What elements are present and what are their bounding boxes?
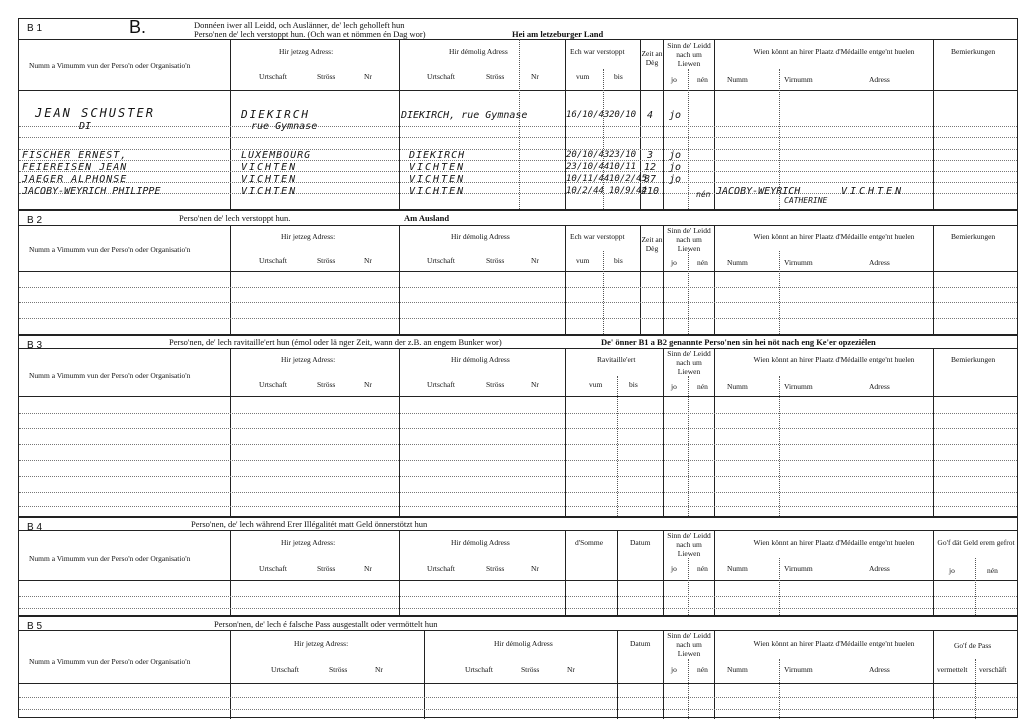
entry-to: 10/2/45 <box>609 174 647 184</box>
entry-medal-address: VICHTEN <box>841 186 905 197</box>
header-from: vum <box>576 72 590 81</box>
header-sum: d'Somme <box>575 538 604 547</box>
header-to: bis <box>629 380 638 389</box>
entry-medal-name: JACOBY-WEYRICH <box>716 186 801 197</box>
header-nr: Nr <box>364 72 372 81</box>
header-stross: Ströss <box>521 665 540 674</box>
section-title: Donnéen iwer all Leidd, och Auslänner, de' lech geholleft hun <box>194 20 405 30</box>
header-virnumm: Virnumm <box>784 75 813 84</box>
header-virnumm: Virnumm <box>784 665 813 674</box>
entry-name: JEAN SCHUSTER <box>35 106 155 120</box>
entry-current-place: VICHTEN <box>241 162 298 173</box>
entry-name: FEIEREISEN JEAN <box>22 162 128 173</box>
header-adress: Adress <box>869 665 890 674</box>
header-medal: Wien könnt an hirer Plaatz d'Médaille entge'nt huelen <box>753 47 915 56</box>
header-from: vum <box>589 380 603 389</box>
header-ortschaft: Urtschaft <box>427 380 455 389</box>
section-title-place: Hei am letzeburger Land <box>512 29 604 39</box>
header-former-address: Hir démolig Adress <box>451 232 510 241</box>
entry-name-extra: DI <box>79 121 92 132</box>
section-code: B 1 <box>27 23 43 34</box>
header-suffered: Sinn de' Leidd nach um Liewen <box>667 41 711 68</box>
section-b3 <box>18 335 1018 517</box>
header-date: Datum <box>630 639 651 648</box>
header-ortschaft: Urtschaft <box>427 72 455 81</box>
entry-former-address: DIEKIRCH <box>409 150 466 161</box>
header-name: Numm a Vimumm vun der Perso'n oder Organisatio'n <box>29 61 191 70</box>
header-ortschaft: Urtschaft <box>427 564 455 573</box>
entry-alive: jo <box>669 150 682 161</box>
header-to: bis <box>614 256 623 265</box>
entry-to: 23/10 <box>609 150 637 160</box>
header-date: Datum <box>630 538 651 547</box>
entry-no-mark: nén <box>696 190 711 199</box>
header-stross: Ströss <box>486 72 505 81</box>
entry-medal-first: CATHERINE <box>784 196 828 205</box>
header-pass: Go'f de Pass <box>954 641 992 650</box>
header-yes: jo <box>671 258 677 267</box>
section-title: Person'nen, de' lech é falsche Pass ausgestallt oder vermöttelt hun <box>214 619 438 629</box>
header-nr: Nr <box>375 665 383 674</box>
section-code: B 3 <box>27 340 43 351</box>
entry-name: FISCHER ERNEST, <box>22 150 128 161</box>
header-gift: Go'f dät Geld erem gefrot <box>937 538 1015 547</box>
header-ortschaft: Urtschaft <box>427 256 455 265</box>
header-name: Numm a Vimumm vun der Perso'n oder Organisatio'n <box>29 657 191 666</box>
header-suffered: Sinn de' Leidd nach um Liewen <box>667 226 711 253</box>
entry-days: 4 <box>647 110 654 121</box>
section-title: Perso'nen, de' lech während Erer Illégalitét matt Geld önnerstötzt hun <box>191 519 428 529</box>
header-medal: Wien könnt an hirer Plaatz d'Médaille entge'nt huelen <box>753 355 915 364</box>
header-no: nén <box>697 75 708 84</box>
header-stross: Ströss <box>317 72 336 81</box>
entry-current-place: VICHTEN <box>241 174 298 185</box>
header-time: Zeit an Dèg <box>641 49 663 67</box>
header-suffered: Sinn de' Leidd nach um Liewen <box>667 631 711 658</box>
header-name: Numm a Vimumm vun der Perso'n oder Organisatio'n <box>29 554 191 563</box>
header-no: nén <box>697 665 708 674</box>
header-no: nén <box>697 382 708 391</box>
header-former-address: Hir démolig Adress <box>451 538 510 547</box>
header-suffered: Sinn de' Leidd nach um Liewen <box>667 531 711 558</box>
header-numm: Numm <box>727 665 748 674</box>
entry-days: 12 <box>644 162 657 173</box>
section-title: Perso'nen, de' lech ravitaille'ert hun (émol oder lä nger Zeit, wann der z.B. an engem Bunker wor) <box>169 337 502 347</box>
header-nr: Nr <box>531 256 539 265</box>
header-remarks: Bemierkungen <box>951 232 996 241</box>
entry-former-address: DIEKIRCH, rue Gymnase <box>401 110 528 121</box>
header-stross: Ströss <box>486 256 505 265</box>
header-current-address: Hir jetzeg Adress: <box>294 639 349 648</box>
header-stross: Ströss <box>317 256 336 265</box>
header-numm: Numm <box>727 75 748 84</box>
header-former-address: Hir démolig Adress <box>449 47 508 56</box>
header-remarks: Bemierkungen <box>951 47 996 56</box>
entry-name: JAEGER ALPHONSE <box>22 174 128 185</box>
entry-from: 10/11/44 <box>566 174 610 184</box>
header-issued: vermettelt <box>937 665 968 674</box>
header-to: bis <box>614 72 623 81</box>
entry-to: 20/10 <box>609 110 637 120</box>
header-virnumm: Virnumm <box>784 382 813 391</box>
entry-alive: jo <box>669 174 682 185</box>
header-name: Numm a Vimumm vun der Perso'n oder Organisatio'n <box>29 245 191 254</box>
section-code: B 5 <box>27 621 43 632</box>
section-title: Perso'nen de' lech verstoppt hun. <box>179 213 291 223</box>
entry-name: JACOBY-WEYRICH PHILIPPE <box>22 186 161 197</box>
header-remarks: Bemierkungen <box>951 355 996 364</box>
entry-former-address: VICHTEN <box>409 162 466 173</box>
header-nr: Nr <box>531 72 539 81</box>
header-ortschaft: Urtschaft <box>271 665 299 674</box>
entry-alive: jo <box>669 110 682 121</box>
header-adress: Adress <box>869 75 890 84</box>
header-current-address: Hir jetzeg Adress: <box>281 232 336 241</box>
header-adress: Adress <box>869 382 890 391</box>
form-letter: B. <box>129 17 147 37</box>
entry-days: 87 <box>644 174 657 185</box>
header-medal: Wien könnt an hirer Plaatz d'Médaille entge'nt huelen <box>753 538 915 547</box>
entry-days: 210 <box>641 186 660 197</box>
header-virnumm: Virnumm <box>784 258 813 267</box>
entry-former-address: VICHTEN <box>409 186 466 197</box>
header-stross: Ströss <box>486 564 505 573</box>
header-hidden: Ech war verstoppt <box>570 47 625 56</box>
header-current-address: Hir jetzeg Adress: <box>281 355 336 364</box>
section-title: Perso'nen de' lech verstoppt hun. (Och wan et nömmen én Dag wor) <box>194 29 426 39</box>
entry-to: 10/9/44 <box>609 186 647 196</box>
header-from: vum <box>576 256 590 265</box>
header-yes: jo <box>671 665 677 674</box>
entry-current-place: DIEKIRCH <box>241 108 310 121</box>
entry-current-place: VICHTEN <box>241 186 298 197</box>
section-code: B 2 <box>27 215 43 226</box>
entry-from: 16/10/43 <box>566 110 610 120</box>
header-suffered: Sinn de' Leidd nach um Liewen <box>667 349 711 376</box>
header-stross: Ströss <box>329 665 348 674</box>
header-ravitailleert: Ravitaille'ert <box>597 355 636 364</box>
section-b1 <box>18 18 1018 210</box>
header-numm: Numm <box>727 382 748 391</box>
header-no: nén <box>697 564 708 573</box>
header-current-address: Hir jetzeg Adress: <box>279 47 334 56</box>
entry-from: 10/2/44 <box>566 186 604 196</box>
section-b5 <box>18 616 1018 718</box>
header-ortschaft: Urtschaft <box>259 564 287 573</box>
header-former-address: Hir démolig Adress <box>451 355 510 364</box>
header-current-address: Hir jetzeg Adress: <box>281 538 336 547</box>
header-numm: Numm <box>727 258 748 267</box>
header-numm: Numm <box>727 564 748 573</box>
header-medal: Wien könnt an hirer Plaatz d'Médaille entge'nt huelen <box>753 232 915 241</box>
header-ortschaft: Urtschaft <box>259 380 287 389</box>
entry-current-place: LUXEMBOURG <box>241 150 312 161</box>
header-nr: Nr <box>364 380 372 389</box>
header-nr: Nr <box>364 256 372 265</box>
header-yes: jo <box>671 382 677 391</box>
entry-alive: jo <box>669 162 682 173</box>
header-time: Zeit an Dèg <box>641 235 663 253</box>
header-yes: jo <box>671 564 677 573</box>
header-adress: Adress <box>869 258 890 267</box>
entry-from: 23/10/44 <box>566 162 610 172</box>
header-passed: verschäft <box>979 665 1007 674</box>
entry-former-address: VICHTEN <box>409 174 466 185</box>
entry-current-street: rue Gymnase <box>251 121 318 132</box>
header-no: nén <box>697 258 708 267</box>
header-stross: Ströss <box>486 380 505 389</box>
header-adress: Adress <box>869 564 890 573</box>
header-medal: Wien könnt an hirer Plaatz d'Médaille entge'nt huelen <box>753 639 915 648</box>
header-yes: jo <box>671 75 677 84</box>
header-nr: Nr <box>567 665 575 674</box>
header-stross: Ströss <box>317 564 336 573</box>
header-ortschaft: Urtschaft <box>465 665 493 674</box>
divider <box>19 39 1017 40</box>
entry-to: 10/11 <box>609 162 637 172</box>
header-nr: Nr <box>364 564 372 573</box>
entry-days: 3 <box>647 150 654 161</box>
header-virnumm: Virnumm <box>784 564 813 573</box>
entry-from: 20/10/43 <box>566 150 610 160</box>
header-ortschaft: Urtschaft <box>259 256 287 265</box>
section-title-note: De' önner B1 a B2 genannte Perso'nen sin hei nöt nach eng Ke'er opzeziélen <box>601 337 876 347</box>
header-ortschaft: Urtschaft <box>259 72 287 81</box>
header-hidden: Ech war verstoppt <box>570 232 625 241</box>
section-code: B 4 <box>27 522 43 533</box>
section-b4 <box>18 517 1018 616</box>
header-nr: Nr <box>531 380 539 389</box>
header-name: Numm a Vimumm vun der Perso'n oder Organisatio'n <box>29 371 191 380</box>
header-nr: Nr <box>531 564 539 573</box>
header-no: nén <box>987 566 998 575</box>
header-yes: jo <box>949 566 955 575</box>
header-stross: Ströss <box>317 380 336 389</box>
divider <box>19 90 1017 91</box>
header-former-address: Hir démolig Adress <box>494 639 553 648</box>
section-title-place: Am Ausland <box>404 213 450 223</box>
section-b2 <box>18 210 1018 335</box>
